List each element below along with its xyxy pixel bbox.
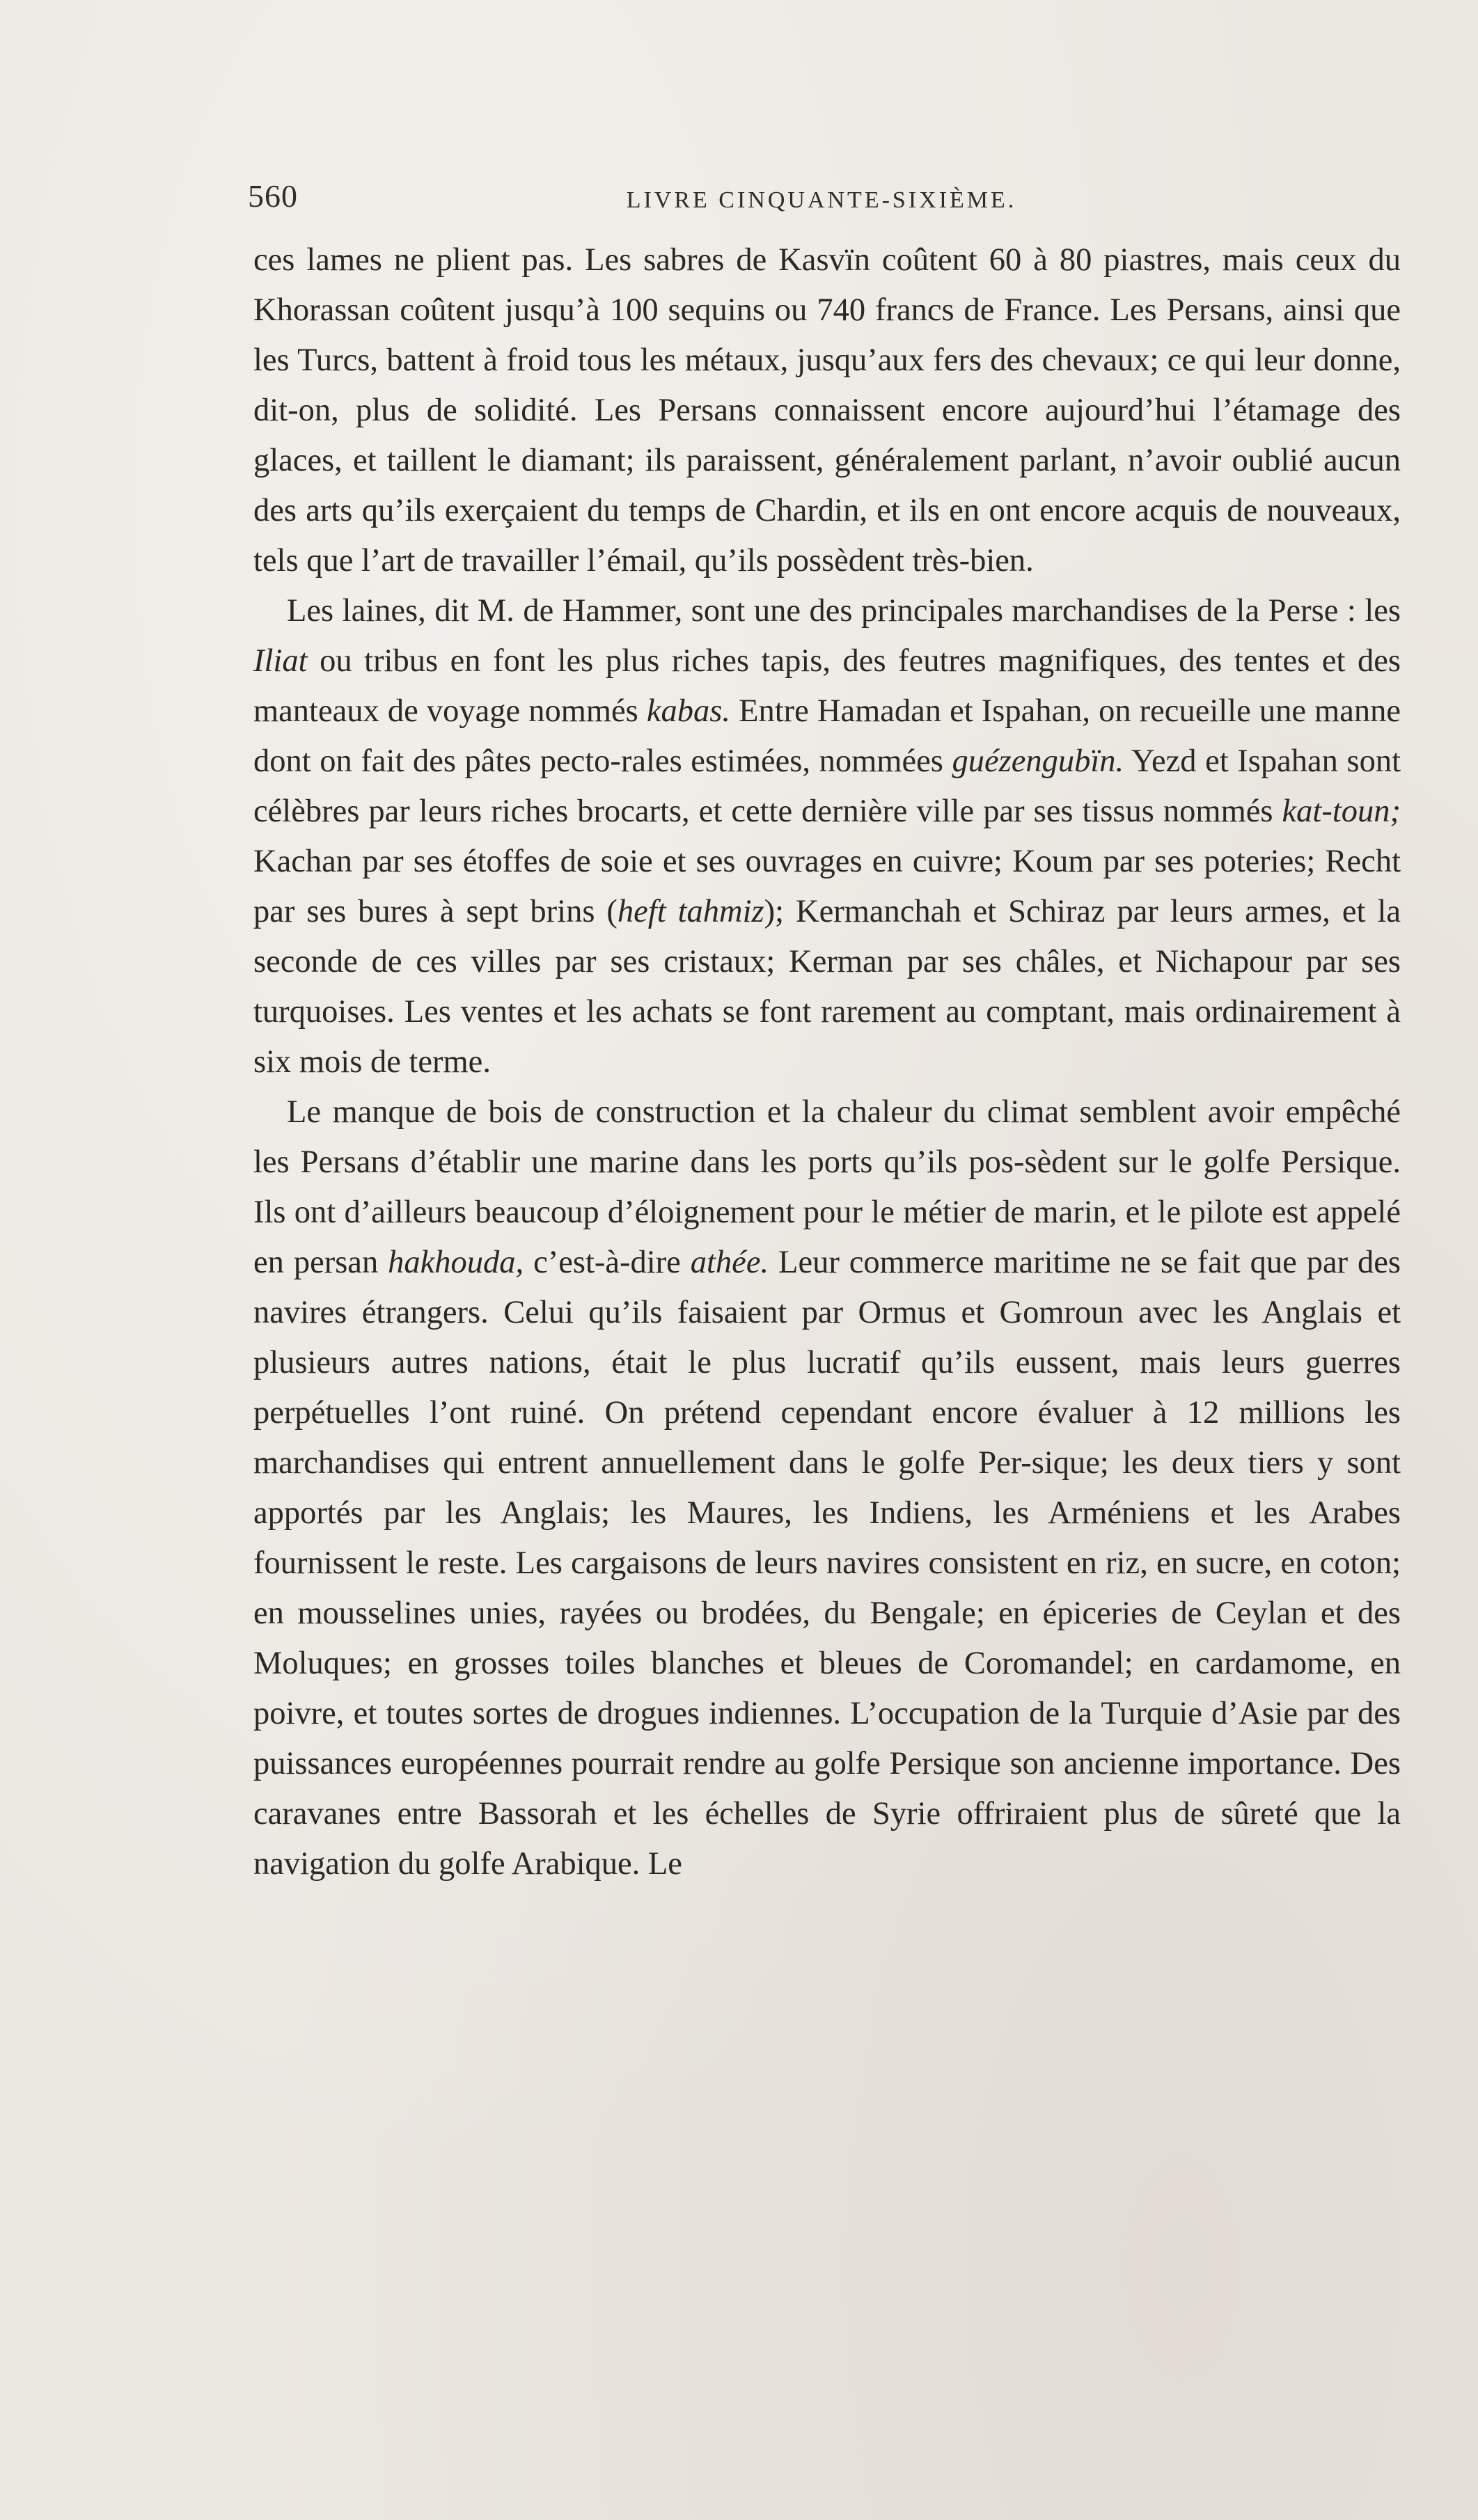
text-segment: Les laines, dit M. de Hammer, sont une des principales marchandises de la Perse : les — [287, 593, 1401, 629]
page-header — [248, 178, 1395, 233]
italic-term: kabas. — [646, 693, 730, 729]
text-segment: Leur commerce maritime ne se fait que par des navires étrangers. Celui qu’ils faisaient par Ormus et Gomroun avec les Anglais et plusieurs autres nations, était le plus lucratif qu’ils eussent, mais leurs guerres perpétuelles l’ont ruiné. On prétend cependant encore évaluer à 12 millions les marchandises qui entrent annuellement dans le golfe Per-sique; les deux tiers y sont apportés par les Anglais; les Maures, les Indiens, les Arméniens et les Arabes fournissent le reste. Les cargaisons de leurs navires consistent en riz, en sucre, en coton; en mousselines unies, rayées ou brodées, du Bengale; en épiceries de Ceylan et des Moluques; en grosses toiles blanches et bleues de Coromandel; en cardamome, en poivre, et toutes sortes de drogues indiennes. L’occupation de la Turquie d’Asie par des puissances européennes pourrait rendre au golfe Persique son ancienne importance. Des caravanes entre Bassorah et les échelles de Syrie offriraient plus de sûreté que la navigation du golfe Arabique. Le — [253, 1245, 1401, 1882]
italic-term: kat-toun; — [1282, 794, 1401, 829]
text-segment: ou tribus en font les plus riches tapis, des feutres magnifiques, des tentes et des manteaux de voyage nommés — [253, 643, 1401, 729]
body-text — [253, 235, 1401, 1889]
paragraph — [253, 1087, 1401, 1889]
page-number: 560 — [248, 178, 298, 214]
text-segment: Kachan par ses étoffes de soie et ses ouvrages en cuivre; Koum par ses poteries; Recht par ses bures à sept brins ( — [253, 844, 1401, 929]
running-head: LIVRE CINQUANTE-SIXIÈME. — [626, 187, 1017, 213]
italic-term: guézengubïn. — [952, 743, 1124, 779]
text-segment: ces lames ne plient pas. Les sabres de Kasvïn coûtent 60 à 80 piastres, mais ceux du Khorassan coûtent jusqu’à 100 sequins ou 740 francs de France. Les Persans, ainsi que les Turcs, battent à froid tous les métaux, jusqu’aux fers des chevaux; ce qui leur donne, dit-on, plus de solidité. Les Persans connaissent encore aujourd’hui l’étamage des glaces, et taillent le diamant; ils paraissent, généralement parlant, n’avoir oublié aucun des arts qu’ils exerçaient du temps de Chardin, et ils en ont encore acquis de nouveaux, tels que l’art de travailler l’émail, qu’ils possèdent très-bien. — [253, 242, 1401, 578]
text-segment: Entre Hamadan et Ispahan, on recueille une manne dont on fait des pâtes pecto-rales estimées, nommées — [253, 693, 1401, 779]
text-segment: ); Kermanchah et Schiraz par leurs armes, et la seconde de ces villes par ses cristaux; Kerman par ses châles, et Nichapour par ses turquoises. Les ventes et les achats se font rarement au comptant, mais ordinairement à six mois de terme. — [253, 894, 1401, 1080]
italic-term: heft tahmiz — [617, 894, 764, 929]
text-segment: Le manque de bois de construction et la chaleur du climat semblent avoir empêché les Persans d’établir une marine dans les ports qu’ils pos-sèdent sur le golfe Persique. Ils ont d’ailleurs beaucoup d’éloignement pour le métier de marin, et le pilote est appelé en persan — [253, 1094, 1401, 1280]
text-segment: Yezd et Ispahan sont célèbres par leurs riches brocarts, et cette dernière ville par ses tissus nommés — [253, 743, 1401, 829]
italic-term: athée. — [690, 1245, 769, 1280]
text-segment: c’est-à-dire — [524, 1245, 691, 1280]
paragraph — [253, 235, 1401, 586]
italic-term: Iliat — [253, 643, 308, 679]
italic-term: hakhouda, — [388, 1245, 524, 1280]
paragraph — [253, 586, 1401, 1087]
